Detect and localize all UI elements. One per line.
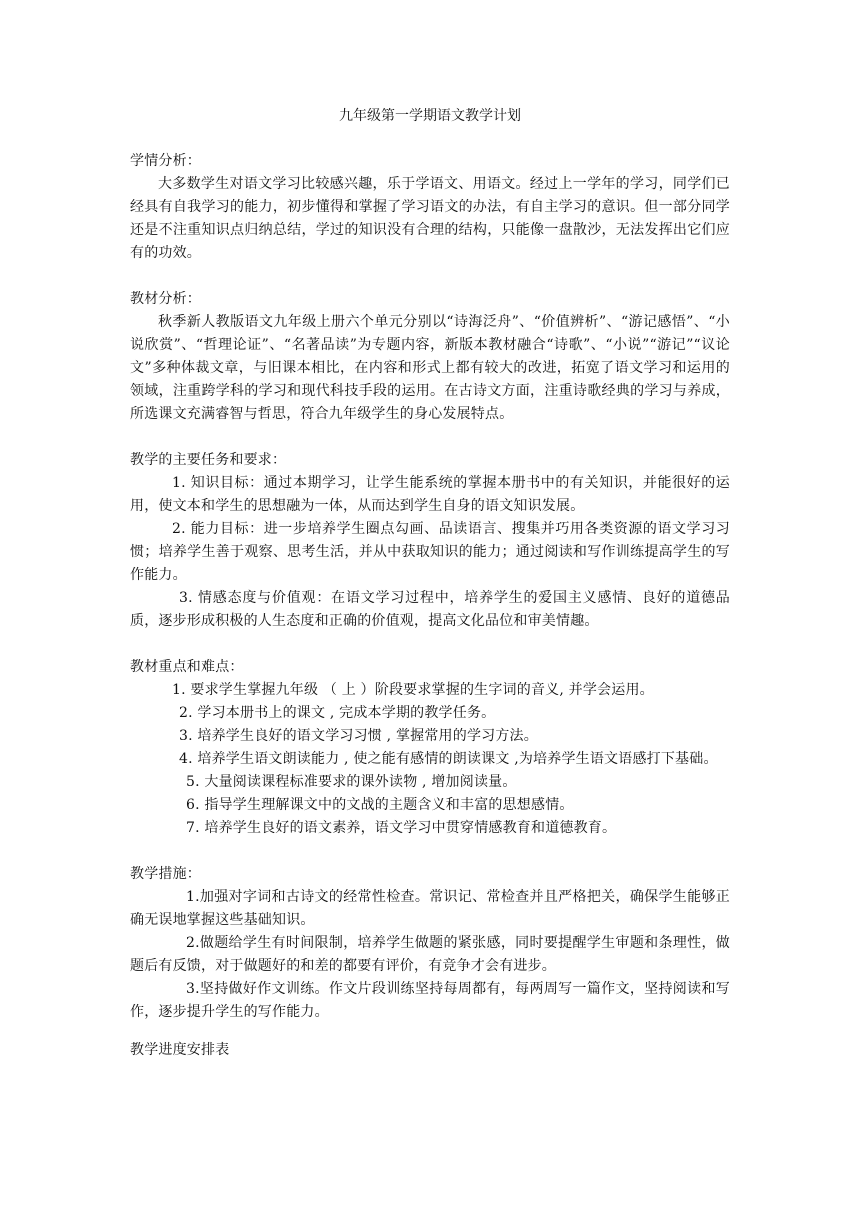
section-spacer (130, 840, 730, 863)
section-heading-main-tasks: 教学的主要任务和要求： (130, 452, 287, 468)
section-heading-key-points: 教材重点和难点： (130, 659, 244, 675)
section-main-tasks (130, 449, 730, 633)
section-heading-schedule: 教学进度安排表 (130, 1042, 230, 1058)
key-point-item: 4. 培养学生语文朗读能力 , 使之能有感情的朗读课文 ,为培养学生语文语感打下基础。 (179, 751, 718, 767)
task-item-knowledge: 1. 知识目标：通过本期学习，让学生能系统的掌握本册书中的有关知识，并能很好的运用，使文本和学生的思想融为一体，从而达到学生自身的语文知识发展。 (130, 475, 730, 514)
section-heading-measures: 教学措施： (130, 866, 201, 882)
task-item-attitude: 3. 情感态度与价值观：在语文学习过程中，培养学生的爱国主义感情、良好的道德品质，逐步形成积极的人生态度和正确的价值观，提高文化品位和审美情趣。 (130, 590, 730, 629)
section-spacer (130, 265, 730, 288)
measure-item: 3.坚持做好作文训练。作文片段训练坚持每周都有，每两周写一篇作文，坚持阅读和写作，逐步提升学生的写作能力。 (130, 981, 730, 1020)
key-point-item: 2. 学习本册书上的课文 , 完成本学期的教学任务。 (179, 705, 496, 721)
section-key-points (130, 656, 730, 840)
section-spacer (130, 633, 730, 656)
measure-item: 2.做题给学生有时间限制，培养学生做题的紧张感，同时要提醒学生审题和条理性，做题后有反馈，对于做题好的和差的都要有评价，有竞争才会有进步。 (130, 935, 730, 974)
paragraph-student-analysis: 大多数学生对语文学习比较感兴趣，乐于学语文、用语文。经过上一学年的学习，同学们已经具有自我学习的能力，初步懂得和掌握了学习语文的办法，有自主学习的意识。但一部分同学还是不注重知识点归纳总结，学过的知识没有合理的结构，只能像一盘散沙，无法发挥出它们应有的功效。 (130, 176, 730, 261)
document-title: 九年级第一学期语文教学计划 (339, 108, 521, 124)
task-item-ability: 2. 能力目标：进一步培养学生圈点勾画、品读语言、搜集并巧用各类资源的语文学习习惯；培养学生善于观察、思考生活，并从中获取知识的能力；通过阅读和写作训练提高学生的写作能力。 (130, 521, 730, 583)
key-point-item: 5. 大量阅读课程标准要求的课外读物 , 增加阅读量。 (186, 774, 517, 790)
section-student-analysis (130, 150, 730, 265)
section-heading-student-analysis: 学情分析： (130, 153, 201, 169)
document-body (130, 150, 730, 1062)
measure-item: 1.加强对字词和古诗文的经常性检查。常识记、常检查并且严格把关，确保学生能够正确无误地掌握这些基础知识。 (130, 889, 730, 928)
section-textbook-analysis (130, 288, 730, 426)
key-point-item: 1. 要求学生掌握九年级 （ 上 ）阶段要求掌握的生字词的音义, 并学会运用。 (172, 682, 654, 698)
section-measures (130, 863, 730, 1024)
key-point-item: 3. 培养学生良好的语文学习习惯 , 掌握常用的学习方法。 (179, 728, 538, 744)
paragraph-textbook-analysis: 秋季新人教版语文九年级上册六个单元分别以“诗海泛舟”、“价值辨析”、“游记感悟”、“小说欣赏”、“哲理论证”、“名著品读”为专题内容，新版本教材融合“诗歌”、“小说”“游记”“议论文”多种体裁文章，与旧课本相比，在内容和形式上都有较大的改进，拓宽了语文学习和运用的领域，注重跨学科的学习和现代科技手段的运用。在古诗文方面，注重诗歌经典的学习与养成，所选课文充满睿智与哲思，符合九年级学生的身心发展特点。 (130, 314, 730, 422)
section-spacer (130, 426, 730, 449)
key-point-item: 6. 指导学生理解课文中的文战的主题含义和丰富的思想感情。 (186, 797, 574, 813)
section-heading-textbook-analysis: 教材分析： (130, 291, 201, 307)
key-point-item: 7. 培养学生良好的语文素养，语文学习中贯穿情感教育和道德教育。 (186, 820, 617, 836)
